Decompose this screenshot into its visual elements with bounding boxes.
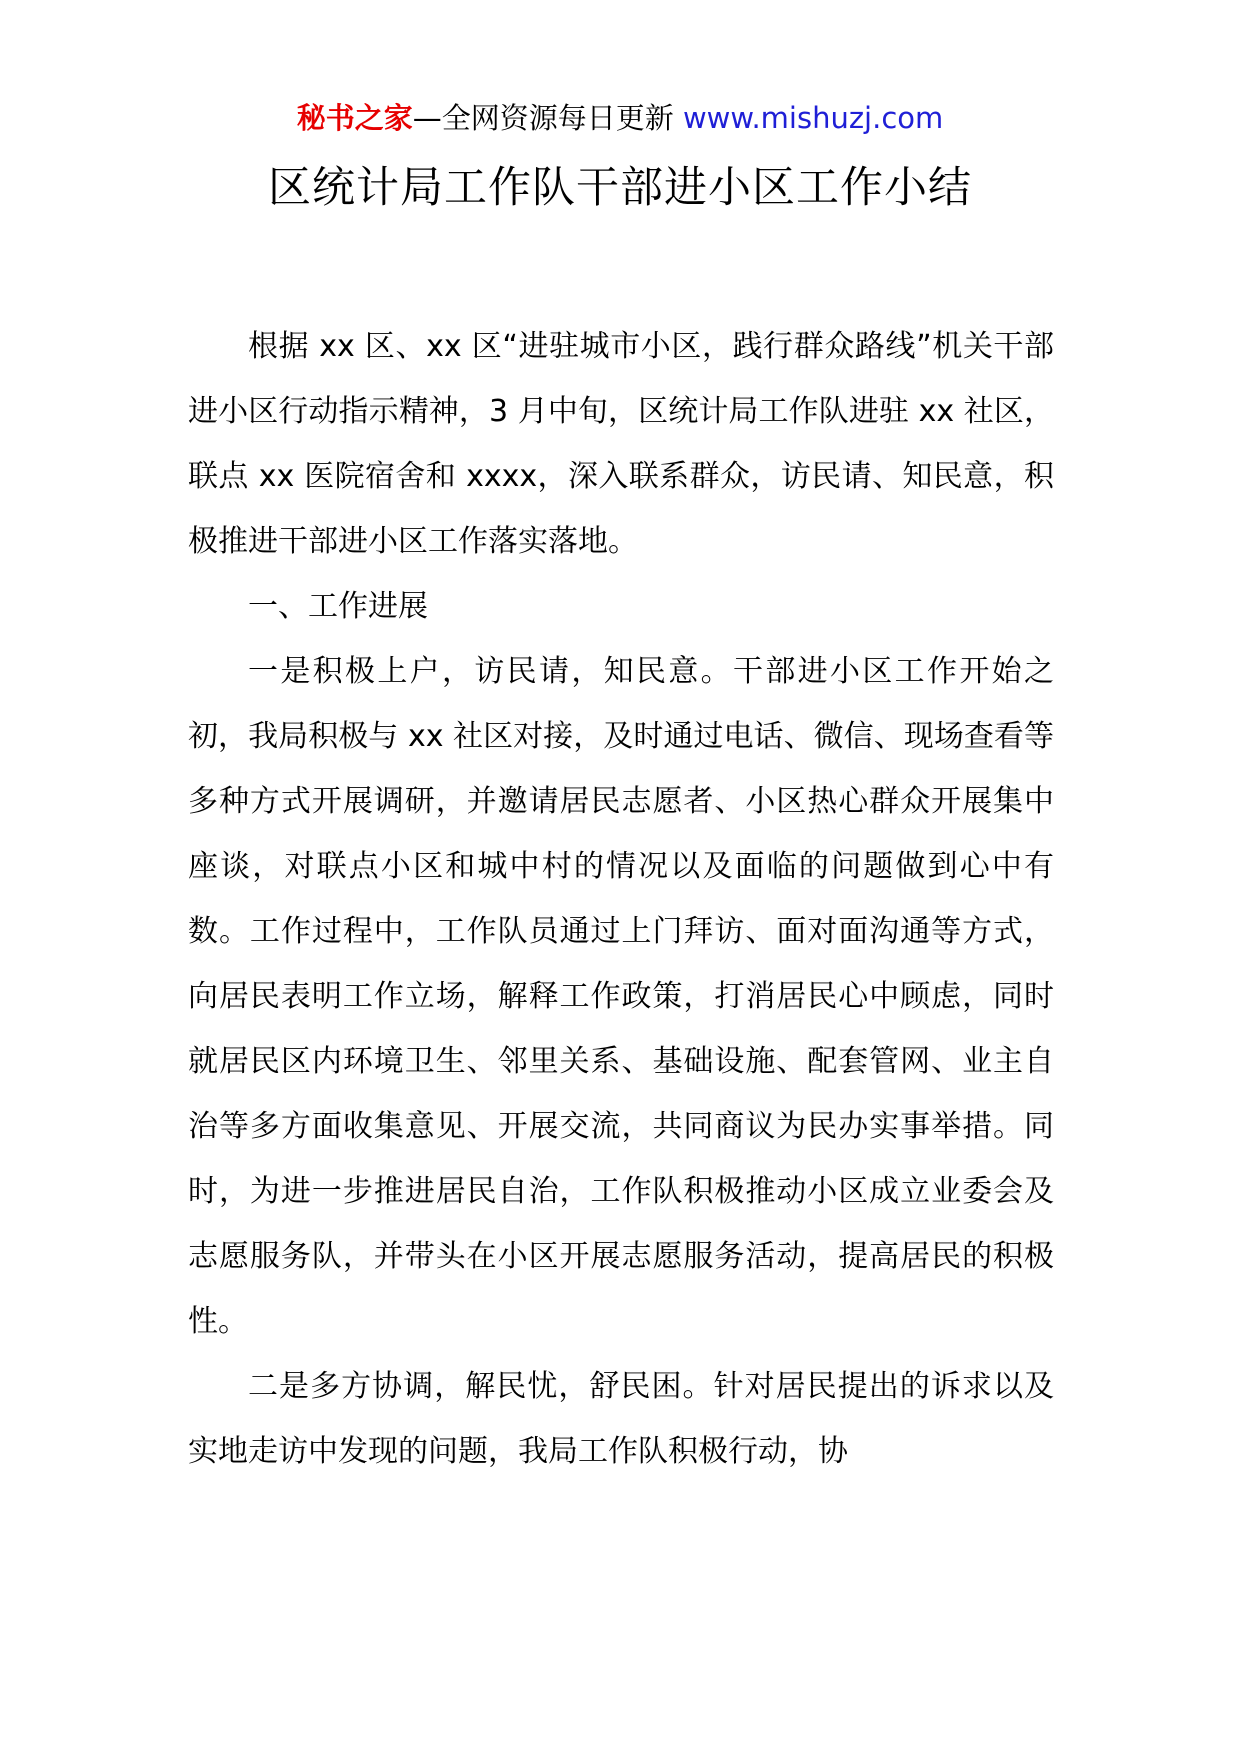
document-title: 区统计局工作队干部进小区工作小结 [268, 163, 972, 213]
site-url-link[interactable]: www.mishuzj.com [682, 101, 944, 135]
body-paragraph: 二是多方协调，解民忧，舒民困。针对居民提出的诉求以及实地走访中发现的问题，我局工作队积极行动，协 [188, 1369, 1054, 1469]
document-body [188, 314, 1054, 1484]
site-header [0, 98, 1240, 138]
section-heading: 一、工作进展 [248, 589, 428, 624]
intro-paragraph: 根据 xx 区、xx 区“进驻城市小区，践行群众路线”机关干部进小区行动指示精神，3 月中旬，区统计局工作队进驻 xx 社区，联点 xx 医院宿舍和 xxxx，深入联系群众，访民请、知民意，积极推进干部进小区工作落实落地。 [188, 329, 1054, 559]
site-slogan: —全网资源每日更新 [412, 101, 674, 135]
body-paragraph: 一是积极上户，访民请，知民意。干部进小区工作开始之初，我局积极与 xx 社区对接，及时通过电话、微信、现场查看等多种方式开展调研，并邀请居民志愿者、小区热心群众开展集中座谈，对联点小区和城中村的情况以及面临的问题做到心中有数。工作过程中，工作队员通过上门拜访、面对面沟通等方式，向居民表明工作立场，解释工作政策，打消居民心中顾虑，同时就居民区内环境卫生、邻里关系、基础设施、配套管网、业主自治等多方面收集意见、开展交流，共同商议为民办实事举措。同时，为进一步推进居民自治，工作队积极推动小区成立业委会及志愿服务队，并带头在小区开展志愿服务活动，提高居民的积极性。 [188, 654, 1054, 1339]
site-brand: 秘书之家 [296, 101, 413, 135]
